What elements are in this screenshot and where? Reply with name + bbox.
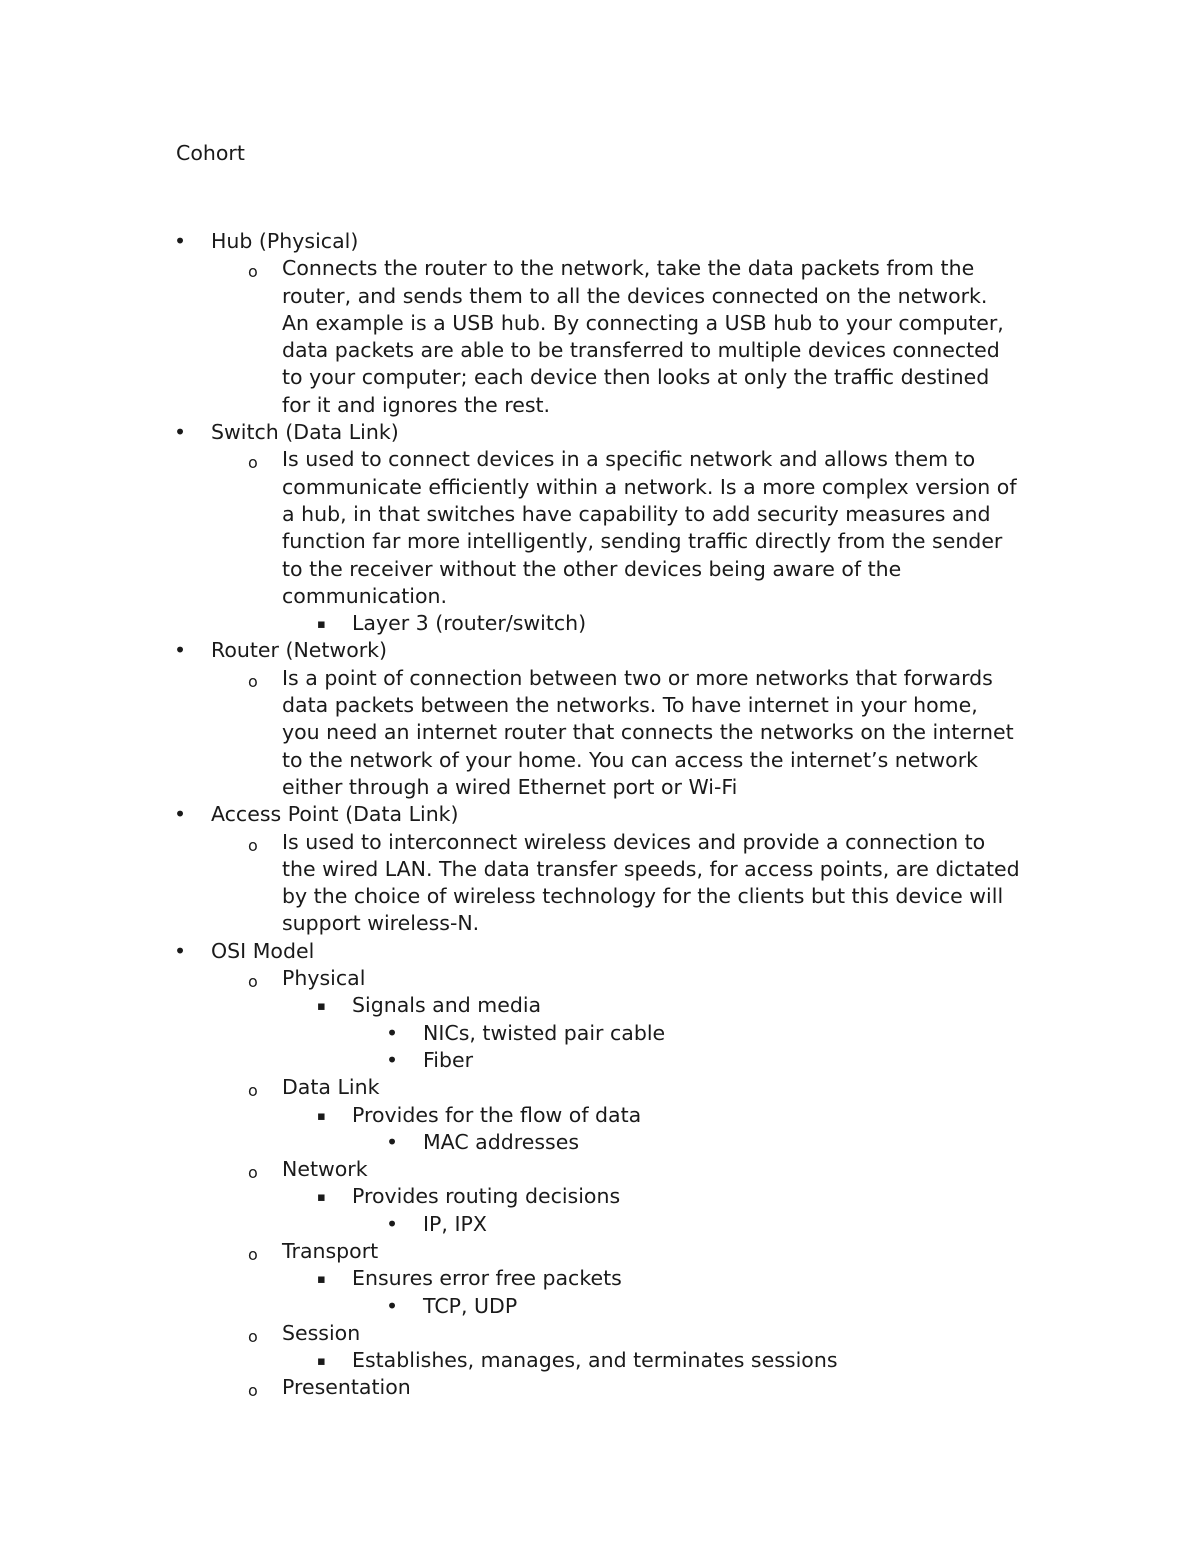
text-line: you need an internet router that connects the networks on the internet bbox=[282, 720, 1014, 745]
bullet-level1-icon: • bbox=[174, 638, 187, 663]
list-item-switch-description: o Is used to connect devices in a specific network and allows them to bbox=[0, 446, 1200, 473]
text-line: support wireless-N. bbox=[282, 911, 480, 936]
text-line: by the choice of wireless technology for the clients but this device will bbox=[282, 884, 1004, 909]
bullet-level4-icon: • bbox=[386, 1020, 399, 1045]
bullet-level2-icon: o bbox=[248, 1381, 258, 1401]
text-line: data packets are able to be transferred to multiple devices connected bbox=[282, 338, 1000, 363]
list-item-sessions-management: ▪ Establishes, manages, and terminates sessions bbox=[0, 1347, 1200, 1374]
list-item-layer3: ▪ Layer 3 (router/switch) bbox=[0, 610, 1200, 637]
list-item-data-link: o Data Link bbox=[0, 1074, 1200, 1101]
bullet-level3-icon: ▪ bbox=[317, 1272, 326, 1288]
list-item-fiber: • Fiber bbox=[0, 1047, 1200, 1074]
list-item-transport: o Transport bbox=[0, 1238, 1200, 1265]
bullet-level2-icon: o bbox=[248, 453, 258, 473]
bullet-level2-icon: o bbox=[248, 1081, 258, 1101]
list-item-error-free-packets: ▪ Ensures error free packets bbox=[0, 1265, 1200, 1292]
text-line: communication. bbox=[282, 583, 448, 608]
list-item-flow-of-data: ▪ Provides for the flow of data bbox=[0, 1102, 1200, 1129]
bullet-level2-icon: o bbox=[248, 262, 258, 282]
list-item-access-point: • Access Point (Data Link) bbox=[0, 801, 1200, 828]
list-item-router: • Router (Network) bbox=[0, 637, 1200, 664]
text-line: An example is a USB hub. By connecting a USB hub to your computer, bbox=[282, 310, 1004, 335]
list-item-router-description: o Is a point of connection between two or more networks that forwards bbox=[0, 665, 1200, 692]
text-line: a hub, in that switches have capability to add security measures and bbox=[282, 501, 991, 526]
list-item-ip-ipx: • IP, IPX bbox=[0, 1211, 1200, 1238]
bullet-level1-icon: • bbox=[174, 938, 187, 963]
bullet-level3-icon: ▪ bbox=[317, 999, 326, 1015]
list-item-hub-description: o Connects the router to the network, take the data packets from the bbox=[0, 255, 1200, 282]
bullet-level1-icon: • bbox=[174, 229, 187, 253]
bullet-level4-icon: • bbox=[386, 1293, 399, 1318]
text-line: either through a wired Ethernet port or Wi-Fi bbox=[282, 774, 738, 799]
list-item-session: o Session bbox=[0, 1320, 1200, 1347]
text-line: function far more intelligently, sending traffic directly from the sender bbox=[282, 529, 1003, 554]
text-line: data packets between the networks. To have internet in your home, bbox=[282, 693, 978, 718]
bullet-level3-icon: ▪ bbox=[317, 1354, 326, 1370]
list-item-routing-decisions: ▪ Provides routing decisions bbox=[0, 1183, 1200, 1210]
list-item-access-point-description: o Is used to interconnect wireless devices and provide a connection to bbox=[0, 829, 1200, 856]
bullet-level1-icon: • bbox=[174, 420, 187, 445]
list-item-osi-model: • OSI Model bbox=[0, 938, 1200, 965]
document-title: Cohort bbox=[176, 141, 245, 165]
bullet-level4-icon: • bbox=[386, 1129, 399, 1154]
outline-list bbox=[0, 228, 1200, 1402]
bullet-level1-icon: • bbox=[174, 802, 187, 827]
text-line: the wired LAN. The data transfer speeds, for access points, are dictated bbox=[282, 856, 1020, 881]
bullet-level2-icon: o bbox=[248, 1244, 258, 1264]
bullet-level3-icon: ▪ bbox=[317, 1190, 326, 1206]
text-line: to the receiver without the other devices being aware of the bbox=[282, 556, 902, 581]
list-item-tcp-udp: • TCP, UDP bbox=[0, 1293, 1200, 1320]
list-item-signals-media: ▪ Signals and media bbox=[0, 992, 1200, 1019]
bullet-level2-icon: o bbox=[248, 671, 258, 691]
text-line: to the network of your home. You can access the internet’s network bbox=[282, 747, 979, 772]
list-item-nics: • NICs, twisted pair cable bbox=[0, 1020, 1200, 1047]
bullet-level4-icon: • bbox=[386, 1211, 399, 1236]
bullet-level2-icon: o bbox=[248, 1326, 258, 1346]
list-item-hub: • Hub (Physical) bbox=[0, 228, 1200, 255]
list-item-switch: • Switch (Data Link) bbox=[0, 419, 1200, 446]
list-item-presentation: o Presentation bbox=[0, 1374, 1200, 1401]
bullet-level2-icon: o bbox=[248, 972, 258, 992]
bullet-level4-icon: • bbox=[386, 1047, 399, 1072]
text-line: communicate efficiently within a network. Is a more complex version of bbox=[282, 474, 1017, 499]
list-item-physical: o Physical bbox=[0, 965, 1200, 992]
text-line: router, and sends them to all the devices connected on the network. bbox=[282, 283, 988, 308]
text-line: to your computer; each device then looks at only the traffic destined bbox=[282, 365, 990, 390]
list-item-mac-addresses: • MAC addresses bbox=[0, 1129, 1200, 1156]
list-item-network: o Network bbox=[0, 1156, 1200, 1183]
bullet-level2-icon: o bbox=[248, 835, 258, 855]
bullet-level3-icon: ▪ bbox=[317, 1108, 326, 1124]
text-line: for it and ignores the rest. bbox=[282, 392, 551, 417]
bullet-level3-icon: ▪ bbox=[317, 617, 326, 633]
bullet-level2-icon: o bbox=[248, 1163, 258, 1183]
